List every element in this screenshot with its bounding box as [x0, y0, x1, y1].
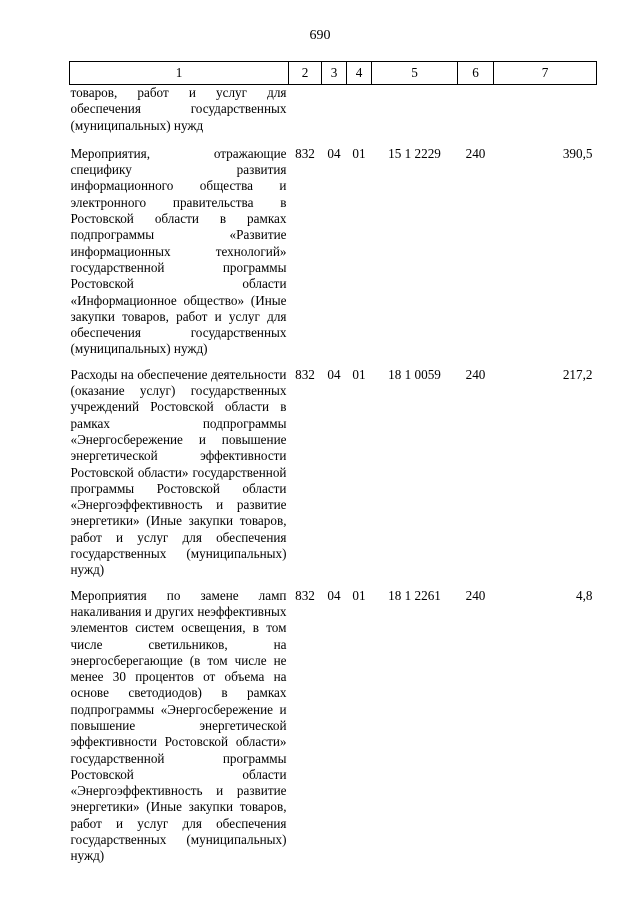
page-number: 690: [309, 28, 331, 43]
header-col-7: 7: [494, 62, 597, 85]
row-amount: [494, 85, 597, 146]
row-amount: 217,2: [562, 366, 593, 382]
row-subsection-code: [347, 85, 372, 146]
row-section-code: 04: [327, 145, 341, 161]
row-expense-type: 240: [465, 145, 486, 161]
table-row: [70, 146, 597, 367]
table-row: [70, 588, 597, 865]
header-col-2: 2: [289, 62, 322, 85]
row-ministry-code: 832: [295, 587, 315, 603]
row-target-article: [372, 85, 458, 146]
row-ministry-code: 832: [295, 145, 315, 161]
row-description: Мероприятия по замене ламп накаливания и других неэффективных элементов систем освещения, в том числе светильников, на энергосберегающие (в том числе не менее 30 процентов от объема на основе светодиодов) в рамках подпрограммы «Энергосбережение и повышение энергетической эффективности Ростовской области» государственной программы Ростовской области «Энергоэффективность и развитие энергетики» (Иные закупки товаров, работ и услуг для обеспечения государственных (муниципальных) нужд): [70, 587, 287, 864]
row-section-code: 04: [327, 587, 341, 603]
table-row: [70, 85, 597, 146]
row-target-article: 18 1 2261: [388, 587, 441, 603]
row-expense-type: 240: [465, 587, 486, 603]
row-amount: 4,8: [576, 587, 593, 603]
row-description: Мероприятия, отражающие специфику развития информационного общества и электронного правительства в Ростовской области в рамках подпрограммы «Развитие информационных технологий» государственной программы Ростовской области «Информационное общество» (Иные закупки товаров, работ и услуг для обеспечения государственных (муниципальных) нужд): [70, 145, 287, 357]
table-body: [70, 85, 597, 865]
row-description: Расходы на обеспечение деятельности (оказание услуг) государственных учреждений Ростовской области в рамках подпрограммы «Энергосбережение и повышение энергетической эффективности Ростовской области» государственной программы Ростовской области «Энергоэффективность и развитие энергетики» (Иные закупки товаров, работ и услуг для обеспечения государственных (муниципальных) нужд): [70, 366, 287, 578]
header-col-6: 6: [458, 62, 494, 85]
row-subsection-code: 01: [352, 145, 366, 161]
row-description: товаров, работ и услуг для обеспечения государственных (муниципальных) нужд: [70, 85, 287, 133]
row-target-article: 18 1 0059: [388, 366, 441, 382]
row-target-article: 15 1 2229: [388, 145, 441, 161]
row-ministry-code: 832: [295, 366, 315, 382]
header-col-3: 3: [322, 62, 347, 85]
budget-table: [69, 61, 597, 865]
table-row: [70, 367, 597, 588]
header-row: [70, 62, 597, 85]
header-col-1: 1: [70, 62, 289, 85]
row-expense-type: [458, 85, 494, 146]
row-amount: 390,5: [562, 145, 593, 161]
row-section-code: 04: [327, 366, 341, 382]
table-header: [70, 62, 597, 85]
row-subsection-code: 01: [352, 587, 366, 603]
header-col-5: 5: [372, 62, 458, 85]
row-section-code: [322, 85, 347, 146]
row-expense-type: 240: [465, 366, 486, 382]
header-col-4: 4: [347, 62, 372, 85]
row-ministry-code: [289, 85, 322, 146]
row-subsection-code: 01: [352, 366, 366, 382]
